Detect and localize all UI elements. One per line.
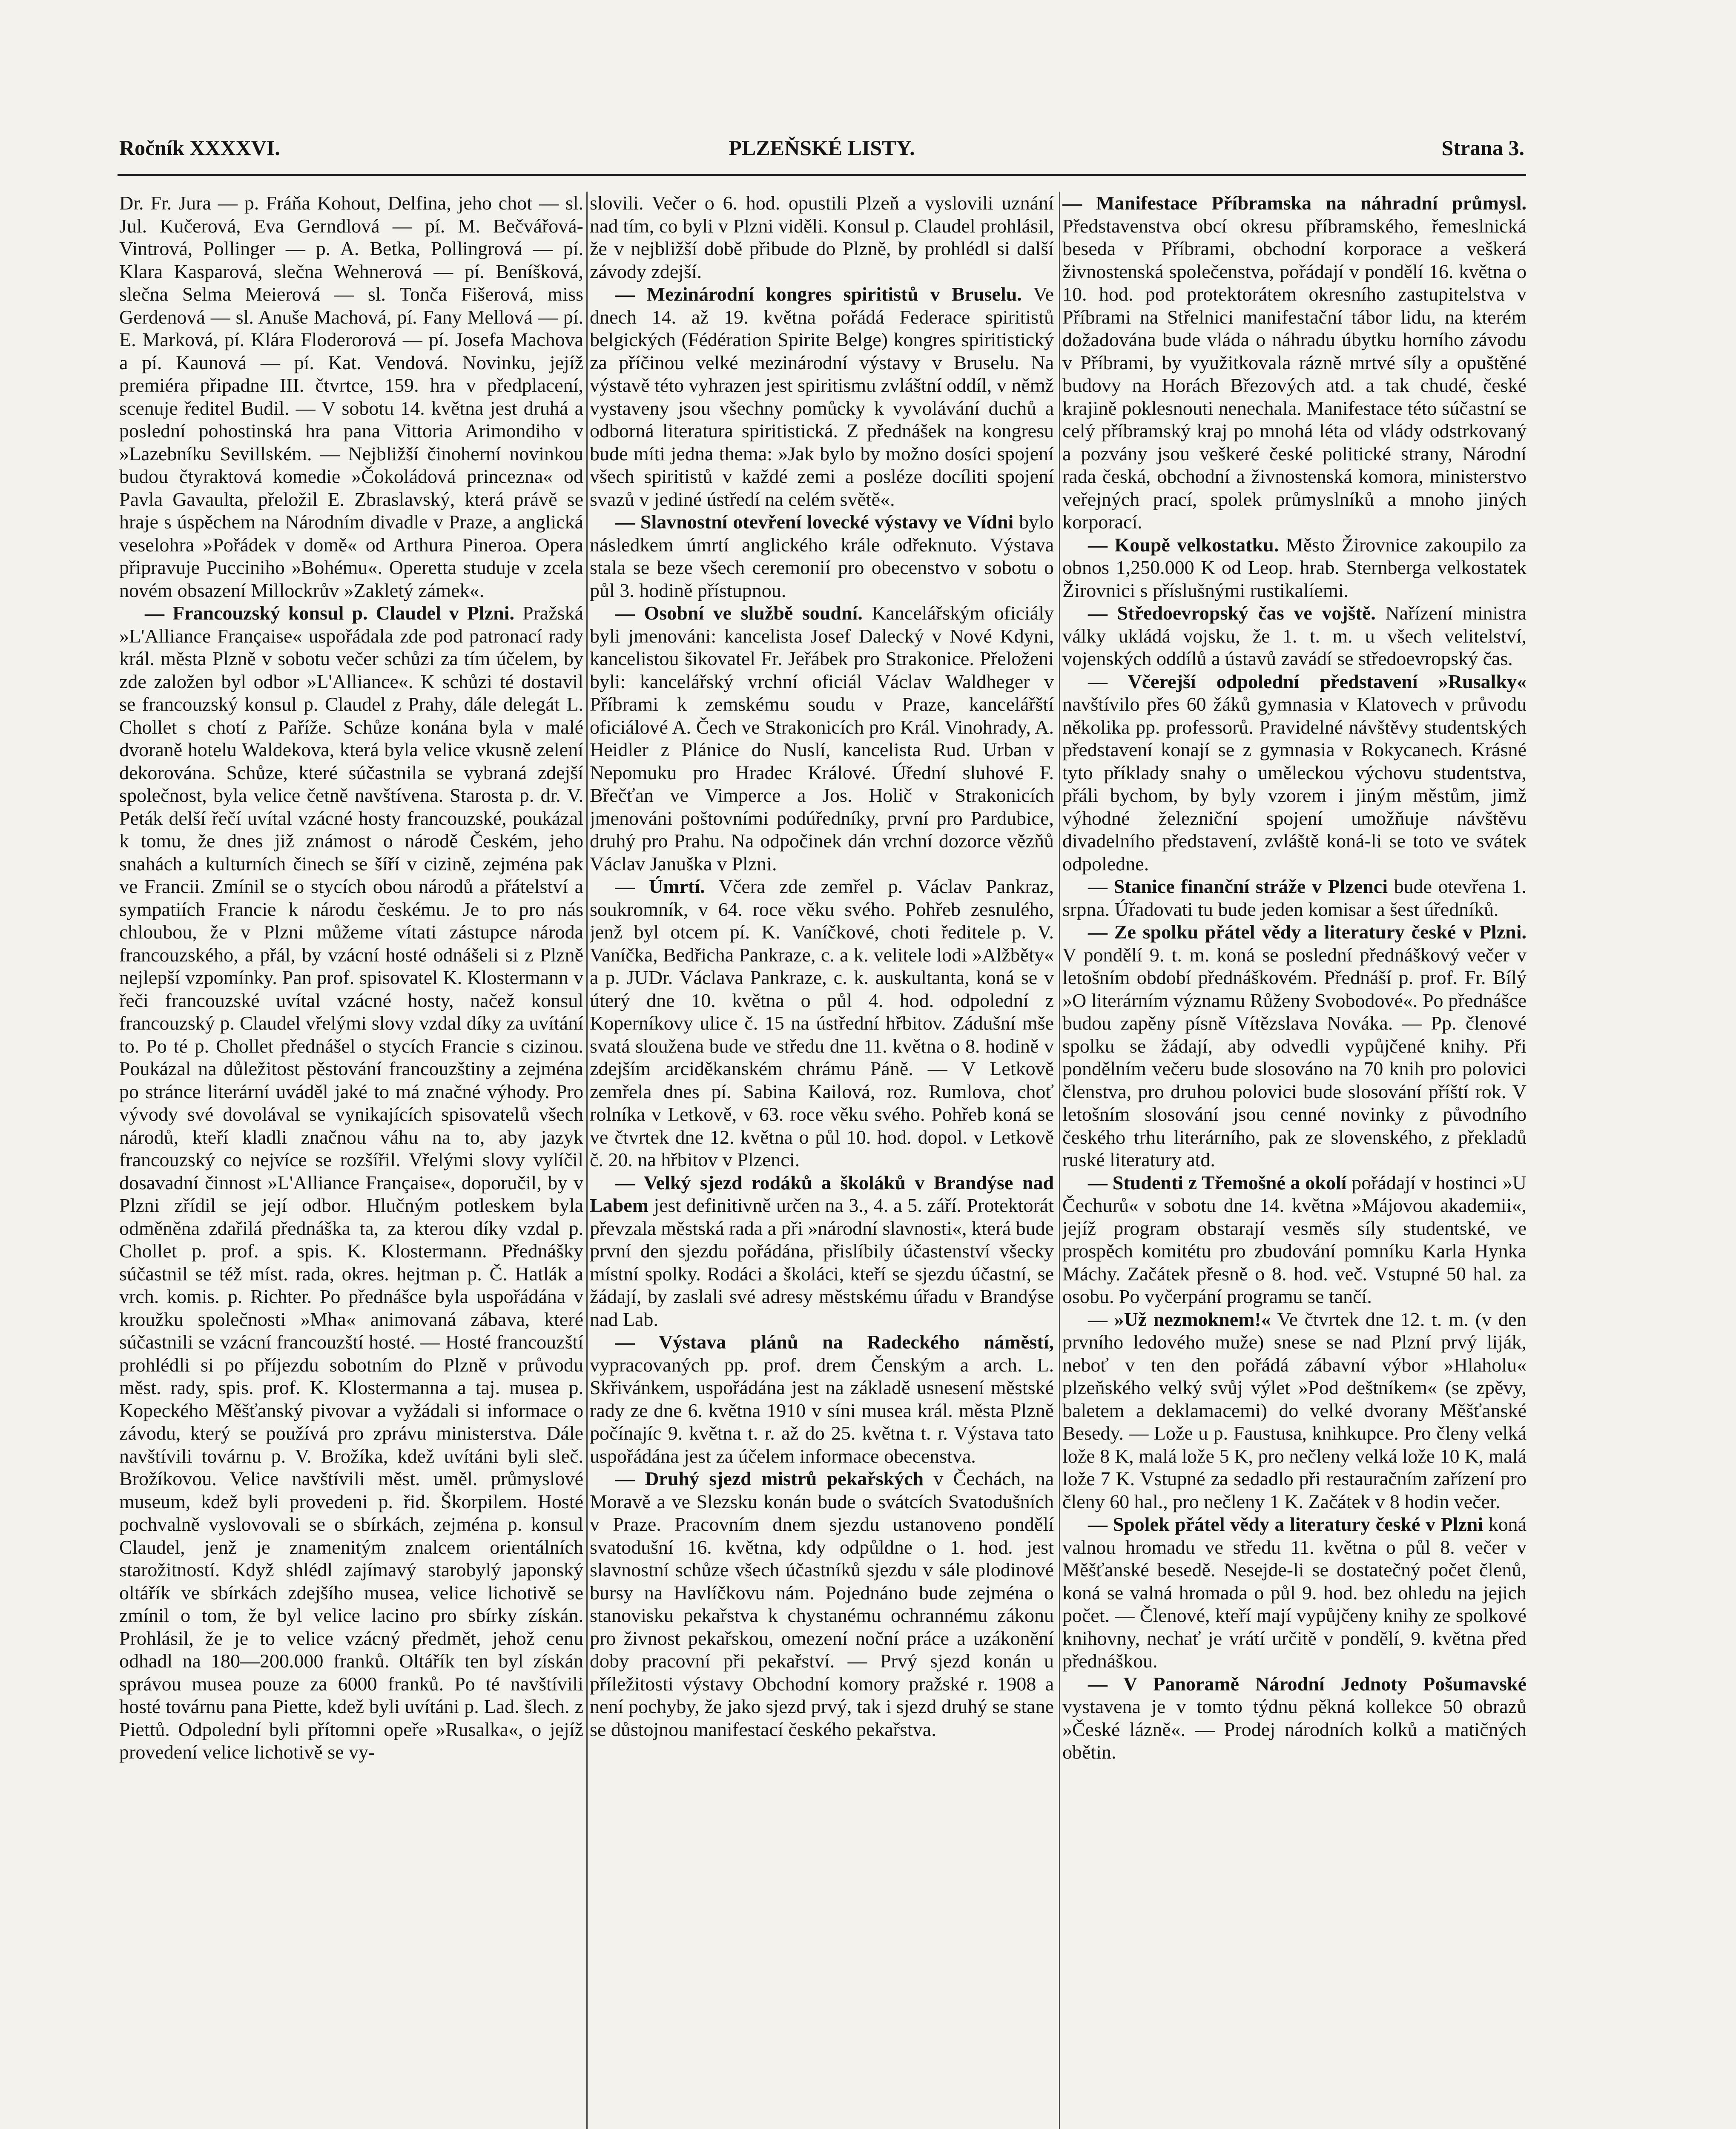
body-central-european-time: Nařízení ministra války ukládá vojsku, že 1. t. m. u všech velitelství, vojenských oddílů a ústavů zavádí se středoevropský čas.: [1062, 602, 1527, 669]
headline-society-general-meeting: — Spolek přátel vědy a literatury české v Plzni: [1088, 1513, 1483, 1535]
article-spiritist-congress: [590, 283, 1054, 511]
column-1: [119, 192, 583, 2129]
body-bakers-congress: v Čechách, na Moravě a ve Slezsku konán bude o svátcích Svatodušních v Praze. Pracovním dnem sjezdu ustanoveno pondělí svatodušní 16. května, kdy odpůldne o 1. hod. jest slavnostní schůze všech účastníků sjezdu v sále plodinové bursy na Havlíčkovu nám. Pojednáno bude zejména o stanovisku pekařstva k chystanému ochrannému zákonu pro živnost pekařskou, omezení noční práce a uzákonění doby pracovní při pekařství. — Prvý sjezd konán u příležitosti výstavy Obchodní komory pražské r. 1908 a není pochyby, že jako sjezd prvý, tak i sjezd druhý se stane se důstojnou manifestací českého pekařstva.: [590, 1468, 1054, 1740]
article-estate-purchase: [1062, 534, 1527, 602]
article-bakers-congress: [590, 1467, 1054, 1741]
article-hlahol-trip: [1062, 1308, 1527, 1513]
body-panorama: vystavena je v tomto týdnu pěkná kollekce 50 obrazů »České lázně«. — Prodej národních kolků a matičných obětin.: [1062, 1696, 1527, 1763]
theatre-news: Dr. Fr. Jura — p. Fráňa Kohout, Delfina, jeho chot — sl. Jul. Kučerová, Eva Gerndlová — pí. M. Bečvářová-Vintrová, Pollinger — p. A. Betka, Pollingrová — pí. Klara Kasparová, slečna Wehnerová — pí. Beníšková, slečna Selma Meierová — sl. Tonča Fišerová, miss Gerdenová — sl. Anuše Machová, pí. Fany Mellová — pí. E. Marková, pí. Klára Floderorová — pí. Josefa Machova a pí. Kaunová — pí. Kat. Vendová. Novinku, jejíž premiéra připadne III. čtvrtce, 159. hra v předplacení, scenuje ředitel Budil. — V sobotu 14. května jest druhá a poslední pohostinská hra pana Vittoria Arimondiho v »Lazebníku Sevillském. — Nejbližší činoherní novinkou budou čtyraktová komedie »Čokoládová princezna« od Pavla Gavaulta, přeložil E. Zbraslavský, která právě se hraje s úspěchem na Národním divadle v Praze, a anglická veselohra »Pořádek v domě« od Arthura Pineroa. Opera připravuje Pucciniho »Bohému«. Operetta studuje v zcela novém obsazení Millockrův »Zakletý zámek«.: [119, 192, 583, 601]
headline-estate-purchase: — Koupě velkostatku.: [1088, 534, 1279, 556]
newspaper-title: PLZEŇSKÉ LISTY.: [729, 136, 915, 160]
article-french-consul: [119, 602, 583, 1764]
body-deaths: Včera zde zemřel p. Václav Pankraz, soukromník, v 64. roce věku svého. Pohřeb zesnulého, jenž byl otcem pí. K. Vaníčkové, choti ředitele p. V. Vaníčka, Bedřicha Pankraze, c. a k. velitele lodi »Alžběty« a p. JUDr. Václava Pankraze, c. k. auskultanta, koná se v úterý dne 10. května o půl 4. hod. odpolední z Koperníkovy ulice č. 15 na ústřední hřbitov. Zádušní mše svatá sloužena bude ve středu dne 11. května o 8. hodině v zdejším arciděkanském chrámu Páně. — V Letkově zemřela dnes pí. Sabina Kailová, roz. Rumlova, choť rolníka v Letkově, v 63. roce věku svého. Pohřeb koná se ve čtvrtek dne 12. května o půl 10. hod. dopol. v Letkově č. 20. na hřbitov v Plzenci.: [590, 875, 1054, 1171]
headline-spiritist-congress: — Mezinárodní kongres spiritistů v Bruselu.: [615, 283, 1022, 305]
column-2: [590, 192, 1054, 2129]
article-tremosna-students: [1062, 1171, 1527, 1308]
body-science-society-lecture: V pondělí 9. t. m. koná se poslední přednáškový večer v letošním období přednáškovém. Přednáší p. prof. Fr. Bílý »O literárním významu Růženy Svobodové«. Po přednášce budou zapěny písně Vítězslava Nováka. — Pp. členové spolku se žádají, aby odvedli vypůjčené knihy. Při pondělním večeru bude slosováno na 70 knih pro polovici členstva, pro druhou polovici bude slosování příští rok. V letošním slosování jsou cenné novinky z původního českého trhu literárního, pak ze slovenského, z překladů ruské literatury atd.: [1062, 944, 1527, 1171]
headline-rusalka-performance: — Včerejší odpolední představení »Rusalky«: [1088, 670, 1527, 692]
headline-french-consul: — Francouzský konsul p. Claudel v Plzni.: [145, 602, 514, 624]
article-judicial-personnel: [590, 602, 1054, 875]
body-spiritist-congress: Ve dnech 14. až 19. května pořádá Federace spiritistů belgických (Fédération Spirite Belge) kongres spiritistický za příčinou velké mezinárodní výstavy v Bruselu. Na výstavě této vyhrazen jest spiritismu zvláštní oddíl, v němž vystaveny jsou všechny pomůcky k vyvolávání duchů a odborná literatura spiritistická. Z přednášek na kongresu bude míti jedna thema: »Jak bylo by možno dosíci spojení všech spiritistů v každé zemi a posléze docíliti spojení svazů v jediné ústředí na celém světě«.: [590, 283, 1054, 510]
body-rusalka-performance: navštívilo přes 60 žáků gymnasia v Klatovech v průvodu několika pp. professorů. Pravidelné návštěvy studentských představení konají se z gymnasia v Rokycanech. Krásné tyto příklady snahy o uměleckou výchovu studentstva, přáli bychom, by byly vzorem i jiným městům, jimž výhodné železniční spojení umožňuje návštěvu divadelního představení, zvláště koná-li se toto ve svátek odpoledne.: [1062, 693, 1527, 875]
body-society-general-meeting: koná valnou hromadu ve středu 11. května o půl 8. večer v Měšťanské besedě. Nesejde-li se dostatečný počet členů, koná se valná hromada o půl 9. hod. bez ohledu na jejich počet. — Členové, kteří mají vypůjčeny knihy ze spolkové knihovny, nechať je vrátí určitě v pondělí, 9. května před přednáškou.: [1062, 1513, 1527, 1672]
body-hlahol-trip: Ve čtvrtek dne 12. t. m. (v den prvního ledového muže) snese se nad Plzní prvý liják, neboť v ten den pořádá zábavní výbor »Hlaholu« plzeňského velký svůj výlet »Pod deštníkem« (se zpěvy, baletem a deklamacemi) do velké dvorany Měšťanské Besedy. — Lože u p. Faustusa, knihkupce. Pro členy velká lože 8 K, malá lože 5 K, pro nečleny velká lože 10 K, malá lože 7 K. Vstupné za sedadlo při restauračním zařízení pro členy 60 hal., pro nečleny 1 K. Začátek v 8 hodin večer.: [1062, 1308, 1527, 1512]
article-panorama: [1062, 1673, 1527, 1764]
column-divider-1: [586, 192, 588, 2129]
article-pribram-manifestation: [1062, 192, 1527, 534]
masthead: [119, 135, 1524, 169]
column-divider-2: [1059, 192, 1060, 2129]
body-tremosna-students: pořádají v hostinci »U Čechurů« v sobotu dne 14. května »Májovou akademii«, jejíž program obstarají vesměs síly studentské, ve prospěch komitétu pro zbudování pomníku Karla Hynka Máchy. Začátek přesně o 8. hod. več. Vstupné 50 hal. za osobu. Po vyčerpání programu se tančí.: [1062, 1171, 1527, 1307]
headline-plans-exhibition: — Výstava plánů na Radeckého náměstí,: [615, 1331, 1054, 1353]
article-plans-exhibition: [590, 1331, 1054, 1467]
headline-panorama: — V Panoramě Národní Jednoty Pošumavské: [1088, 1673, 1527, 1695]
body-pribram-manifestation: Představenstva obcí okresu příbramského, řemeslnická beseda v Příbrami, obchodní korporace a veškerá živnostenská společenstva, pořádají v pondělí 16. května o 10. hod. pod protektorátem okresního zastupitelstva v Příbrami na Střelnici manifestační tábor lidu, na kterém dožadována bude vláda o náhradu úbytku horního závodu v Příbrami, by využitkovala rázně mrtvé síly a opuštěné budovy na Horách Březových atd. a tak chudé, české krajině poklesnouti nenechala. Manifestace této súčastní se celý příbramský kraj po mnohá léta od vlády odstrkovaný a pozvány jsou veškeré české politické strany, Národní rada česká, obchodní a živnostenská komora, ministerstvo veřejných prací, spolek průmyslníků a mnoho jiných korporací.: [1062, 215, 1527, 533]
headline-science-society-lecture: — Ze spolku přátel vědy a literatury české v Plzni.: [1088, 921, 1527, 943]
volume-label: Ročník XXXXVI.: [119, 136, 280, 160]
body-finance-guard: bude otevřena 1. srpna. Úřadovati tu bude jeden komisar a šest úředníků.: [1062, 875, 1527, 920]
article-society-general-meeting: [1062, 1513, 1527, 1673]
article-rusalka-performance: [1062, 670, 1527, 875]
article-hunting-exhibition: [590, 511, 1054, 602]
headline-brandys-reunion: — Velký sjezd rodáků a školáků v Brandýse nad Labem: [590, 1171, 1054, 1216]
body-plans-exhibition: vypracovaných pp. prof. drem Čenským a arch. L. Skřivánkem, uspořádána jest na základě usnesení městské rady ze dne 6. května 1910 v síni musea král. města Plzně počínajíc 9. května t. r. až do 25. května t. r. Výstava tato uspořádána jest za účelem informace obecenstva.: [590, 1354, 1054, 1467]
headline-finance-guard: — Stanice finanční stráže v Plzenci: [1088, 875, 1388, 897]
page-number: Strana 3.: [1441, 136, 1524, 160]
headline-judicial-personnel: — Osobní ve službě soudní.: [615, 602, 863, 624]
column-3: [1062, 192, 1527, 2129]
article-science-society-lecture: [1062, 921, 1527, 1171]
body-french-consul: Pražská »L'Alliance Française« uspořádala zde pod patronací rady král. města Plzně v sobotu večer schůzi za tím účelem, by zde založen byl odbor »L'Alliance«. K schůzi té dostavil se francouzský konsul p. Claudel z Prahy, dále delegát L. Chollet s chotí z Paříže. Schůze konána byla v malé dvoraně hotelu Waldekova, která byla velice vkusně zelení dekorována. Schůze, které súčastnila se vybraná zdejší společnost, byla velice četně navštívena. Starosta p. dr. V. Peták delší řečí uvítal vzácné hosty francouzské, poukázal k tomu, že dnes již známost o národě Českém, jeho snahách a kulturních činech se šíří v cizině, zejména pak ve Francii. Zmínil se o stycích obou národů a přátelství a sympatiích Francie k národu českému. Je to pro nás chloubou, že v Plzni můžeme vítati zástupce národa francouzského, a přál, by vzácní hosté odnášeli si z Plzně nejlepší vzpomínky. Pan prof. spisovatel K. Klostermann v řeči francouzské uvítal vzácné hosty, načež konsul francouzský p. Claudel vřelými slovy vzdal díky za uvítání to. Po té p. Chollet přednášel o stycích Francie s cizinou. Poukázal na důležitost pěstování francouzštiny a zejména po stránce literární uváděl jaké to má značné výhody. Pro vývody své dovolával se vynikajících spisovatelů všech národů, kteří kladli značnou váhu na to, aby jazyk francouzský co nejvíce se rozšířil. Vřelými slovy vylíčil dosavadní činnost »L'Alliance Française«, doporučil, by v Plzni zřídil se její odbor. Hlučným potleskem byla odměněna zdařilá přednáška ta, za kterou díky vzdal p. Chollet p. prof. a spis. K. Klostermann. Přednášky súčastnil se též míst. rada, okres. hejtman p. Č. Hatlák a vrch. komis. p. Richter. Po přednášce byla uspořádána v kroužku společnosti »Mha« animovaná zábava, které súčastnili se vzácní francouzští hosté. — Hosté francouzští prohlédli si po příjezdu sobotním do Plzně v průvodu měst. rady, spis. prof. K. Klostermanna a taj. musea p. Kopeckého Měšťanský pivovar a vyžádali si informace o závodu, který se používá pro zprávu ministerstva. Dále navštívili továrnu p. V. Brožíka, kdež uvítáni byli sleč. Brožíkovou. Velice navštívili měst. uměl. průmyslové museum, kdež byli provedeni p. řid. Škorpilem. Hosté pochvalně vyslovovali se o sbírkách, zejména p. konsul Claudel, jenž je znamenitým znalcem orientálních starožitností. Když shlédl zajímavý starobylý japonský oltářík ve sbírkách zdejšího musea, velice lichotivě se zmínil o tom, že byl velice lacino pro sbírky získán. Prohlásil, že je to velice vzácný předmět, jehož cenu odhadl na 180—200.000 franků. Oltářík ten byl získán správou musea pouze za 6000 franků. Po té navštívili hosté továrnu pana Piette, kdež byli uvítáni p. Lad. šlech. z Piettů. Odpolední byli přítomni opeře »Rusalka«, o jejíž provedení velice lichotivě se vy-: [119, 602, 583, 1763]
headline-tremosna-students: — Studenti z Třemošné a okolí: [1088, 1171, 1347, 1194]
headline-pribram-manifestation: — Manifestace Příbramska na náhradní průmysl.: [1062, 192, 1527, 214]
article-central-european-time: [1062, 602, 1527, 670]
headline-hlahol-trip: — »Už nezmoknem!«: [1088, 1308, 1271, 1330]
article-brandys-reunion: [590, 1171, 1054, 1331]
article-finance-guard: [1062, 875, 1527, 921]
headline-central-european-time: — Středoevropský čas ve vojště.: [1088, 602, 1376, 624]
body-hunting-exhibition: bylo následkem úmrtí anglického krále odřeknuto. Výstava stala se beze všech ceremonií pro obecenstvo v sobotu o půl 3. hodině přístupnou.: [590, 511, 1054, 601]
body-brandys-reunion: jest definitivně určen na 3., 4. a 5. září. Protektorát převzala městská rada a při »národní slavnosti«, která bude první den sjezdu pořádána, přislíbily účastenství všecky místní spolky. Rodáci a školáci, kteří se sjezdu účastní, se žádají, by zaslali své adresy městskému úřadu v Brandýse nad Lab.: [590, 1194, 1054, 1330]
headline-hunting-exhibition: — Slavnostní otevření lovecké výstavy ve Vídni: [615, 511, 1014, 533]
headline-deaths: — Úmrtí.: [615, 875, 705, 897]
body-judicial-personnel: Kancelářským oficiály byli jmenováni: kancelista Josef Dalecký v Nové Kdyni, kancelistou šikovatel Fr. Jeřábek pro Strakonice. Přeloženi byli: kancelářský vrchní oficiál Václav Waldheger v Příbrami k zemskému soudu v Praze, kancelářští oficiálové A. Čech ve Strakonicích pro Král. Vinohrady, A. Heidler z Plánice do Nuslí, kancelista Rud. Urban v Nepomuku pro Hradec Králové. Úřední sluhové F. Břečťan ve Vimperce a Jos. Holič v Strakonicích jmenováni poštovními podúředníky, první pro Pardubice, druhý pro Prahu. Na odpočinek dán vrchní dozorce vězňů Václav Januška v Plzni.: [590, 602, 1054, 875]
article-deaths: [590, 875, 1054, 1171]
french-consul-continued: slovili. Večer o 6. hod. opustili Plzeň a vyslovili uznání nad tím, co byli v Plzni viděli. Konsul p. Claudel prohlásil, že v nejbližší době přibude do Plzně, by prohlédl si další závody zdejší.: [590, 192, 1054, 282]
headline-bakers-congress: — Druhý sjezd mistrů pekařských: [615, 1468, 924, 1489]
header-rule: [118, 174, 1526, 176]
body-estate-purchase: Město Žirovnice zakoupilo za obnos 1,250.000 K od Leop. hrab. Sternberga velkostatek Žirovnici s příslušnými rustikalíemi.: [1062, 534, 1527, 601]
